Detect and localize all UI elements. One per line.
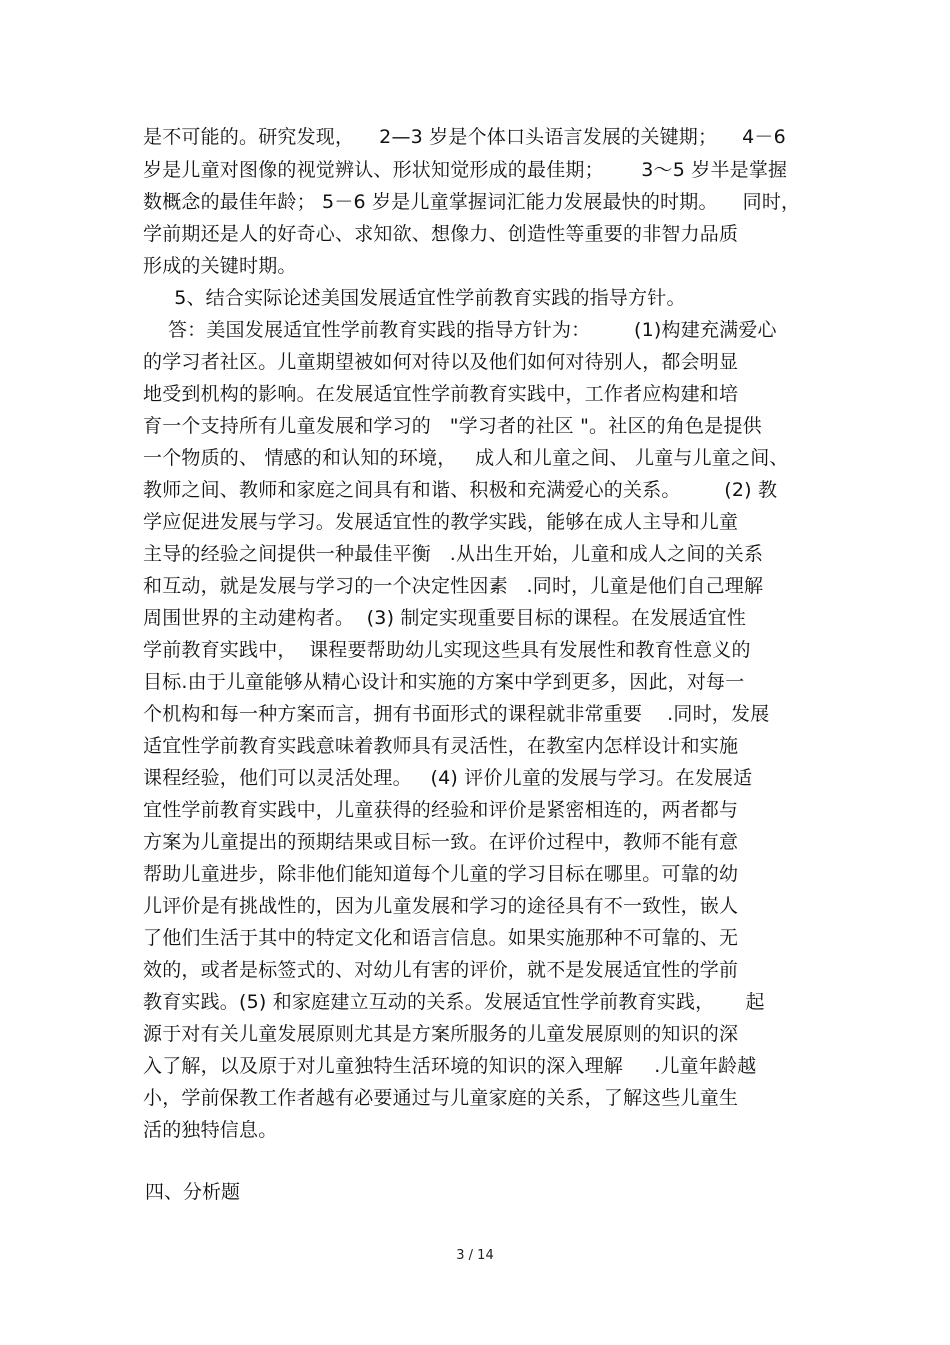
- text-line: 形成的关键时期。: [143, 255, 297, 277]
- page-number: 3 / 14: [456, 1248, 494, 1263]
- text-line: 的学习者社区。儿童期望被如何对待以及他们如何对待别人，都会明显: [143, 351, 739, 373]
- text-line: 宜性学前教育实践中，儿童获得的经验和评价是紧密相连的，两者都与: [143, 799, 739, 821]
- section-heading: 四、分析题: [145, 1181, 241, 1203]
- text-line: 学应促进发展与学习。发展适宜性的教学实践，能够在成人主导和儿童: [143, 511, 739, 533]
- question-line: 5、结合实际论述美国发展适宜性学前教育实践的指导方针。: [143, 287, 686, 309]
- text-line: 个机构和每一种方案而言，拥有书面形式的课程就非常重要 .同时，发展: [143, 703, 770, 725]
- text-line: 儿评价是有挑战性的，因为儿童发展和学习的途径具有不一致性，嵌人: [143, 895, 739, 917]
- text-line: 课程经验，他们可以灵活处理。 (4) 评价儿童的发展与学习。在发展适: [143, 767, 753, 789]
- answer-line: 答：美国发展适宜性学前教育实践的指导方针为： (1)构建充满爱心: [143, 319, 777, 341]
- text-line: 岁是儿童对图像的视觉辨认、形状知觉形成的最佳期； 3～5 岁半是掌握: [143, 159, 788, 181]
- text-line: 帮助儿童进步，除非他们能知道每个儿童的学习目标在哪里。可靠的幼: [143, 863, 739, 885]
- text-line: 学前教育实践中， 课程要帮助幼儿实现这些具有发展性和教育性意义的: [143, 639, 751, 661]
- text-line: 教师之间、教师和家庭之间具有和谐、积极和充满爱心的关系。 (2) 教: [143, 479, 778, 501]
- text-line: 源于对有关儿童发展原则尤其是方案所服务的儿童发展原则的知识的深: [143, 1023, 739, 1045]
- text-line: 方案为儿童提出的预期结果或目标一致。在评价过程中，教师不能有意: [143, 831, 739, 853]
- text-line: 教育实践。(5) 和家庭建立互动的关系。发展适宜性学前教育实践， 起: [143, 991, 765, 1013]
- text-line: 周围世界的主动建构者。 (3) 制定实现重要目标的课程。在发展适宜性: [143, 607, 747, 629]
- text-line: 和互动，就是发展与学习的一个决定性因素 .同时，儿童是他们自己理解: [143, 575, 764, 597]
- text-line: 目标.由于儿童能够从精心设计和实施的方案中学到更多，因此，对每一: [143, 671, 745, 693]
- text-line: 学前期还是人的好奇心、求知欲、想像力、创造性等重要的非智力品质: [143, 223, 739, 245]
- text-line: 一个物质的、 情感的和认知的环境， 成人和儿童之间、 儿童与儿童之间、: [143, 447, 789, 469]
- text-line: 育一个支持所有儿童发展和学习的 "学习者的社区 "。社区的角色是提供: [143, 415, 762, 437]
- text-line: 小，学前保教工作者越有必要通过与儿童家庭的关系，了解这些儿童生: [143, 1087, 739, 1109]
- text-line: 地受到机构的影响。在发展适宜性学前教育实践中，工作者应构建和培: [143, 383, 739, 405]
- text-line: 活的独特信息。: [143, 1119, 278, 1141]
- text-line: 了他们生活于其中的特定文化和语言信息。如果实施那种不可靠的、无: [143, 927, 739, 949]
- text-line: 主导的经验之间提供一种最佳平衡 .从出生开始，儿童和成人之间的关系: [143, 543, 764, 565]
- text-line: 是不可能的。研究发现， 2—3 岁是个体口头语言发展的关键期； 4－6: [143, 126, 786, 148]
- text-line: 适宜性学前教育实践意味着教师具有灵活性，在教室内怎样设计和实施: [143, 735, 739, 757]
- text-line: 效的，或者是标签式的、对幼儿有害的评价，就不是发展适宜性的学前: [143, 959, 739, 981]
- text-line: 数概念的最佳年龄； 5－6 岁是儿童掌握词汇能力发展最快的时期。 同时，: [143, 191, 801, 213]
- text-line: 入了解，以及原于对儿童独特生活环境的知识的深入理解 .儿童年龄越: [143, 1055, 757, 1077]
